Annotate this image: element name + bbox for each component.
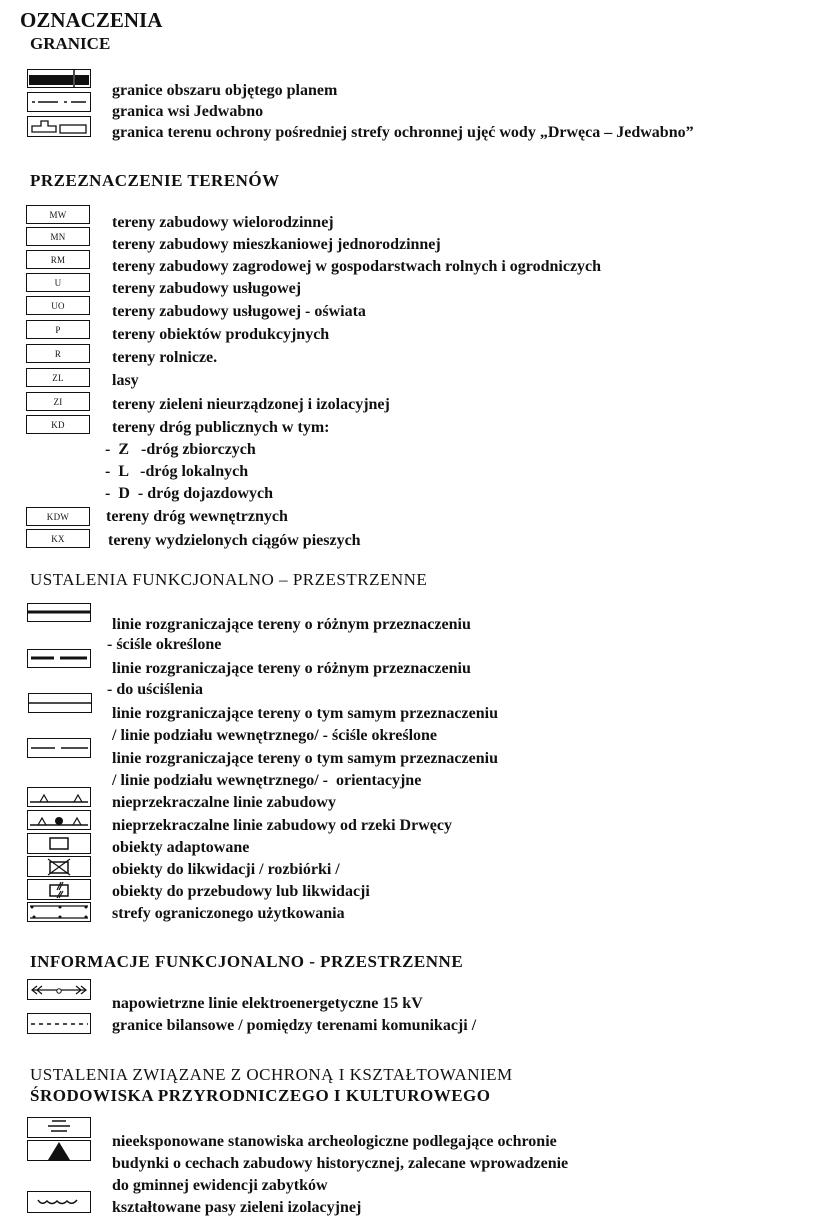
granice-item-3: granica terenu ochrony pośredniej strefy ochronnej ujęć wody „Drwęca – Jedwabno” xyxy=(112,124,694,141)
code-box-mn: MN xyxy=(26,227,90,246)
granice-item-2: granica wsi Jedwabno xyxy=(112,103,264,120)
balance-boundary-symbol xyxy=(27,1013,91,1034)
boundary-line-to-refine-symbol xyxy=(27,649,91,668)
land-use-label: tereny zabudowy usługowej - oświata xyxy=(112,303,366,320)
ustalenia-line: strefy ograniczonego użytkowania xyxy=(112,905,345,922)
ustalenia-line: linie rozgraniczające tereny o różnym przeznaczeniu xyxy=(112,616,471,633)
rebuild-object-symbol xyxy=(27,879,91,900)
ustalenia-line: linie rozgraniczające tereny o różnym przeznaczeniu xyxy=(112,660,471,677)
restricted-use-zone-symbol xyxy=(27,902,91,922)
land-use-label: tereny zabudowy zagrodowej w gospodarstwach rolnych i ogrodniczych xyxy=(112,258,602,275)
code-box-kx: KX xyxy=(26,529,90,548)
code-box-kd: KD xyxy=(26,415,90,434)
code-box-mw: MW xyxy=(26,205,90,224)
demolition-object-symbol xyxy=(27,856,91,877)
building-line-river-symbol xyxy=(27,810,91,830)
archaeological-site-symbol xyxy=(27,1117,91,1138)
plan-boundary-symbol xyxy=(27,69,91,88)
ochrona-line: budynki o cechach zabudowy historycznej, zalecane wprowadzenie xyxy=(112,1155,569,1172)
code-box-zl: ZL xyxy=(26,368,90,387)
ochrona-line: do gminnej ewidencji zabytków xyxy=(112,1177,328,1194)
ustalenia-line: obiekty adaptowane xyxy=(112,839,250,856)
green-buffer-strip-symbol xyxy=(27,1191,91,1213)
land-use-label: lasy xyxy=(112,372,139,389)
section-heading-ochrona-line1: USTALENIA ZWIĄZANE Z OCHRONĄ I KSZTAŁTOWANIEM xyxy=(30,1065,513,1084)
ustalenia-line: linie rozgraniczające tereny o tym samym przeznaczeniu xyxy=(112,705,498,722)
land-use-label: tereny rolnicze. xyxy=(112,349,218,366)
code-box-r: R xyxy=(26,344,90,363)
ustalenia-line: / linie podziału wewnętrznego/ - orientacyjne xyxy=(112,772,422,789)
road-subtype-d: - D - dróg dojazdowych xyxy=(105,485,273,502)
building-line-symbol xyxy=(27,787,91,807)
road-subtype-z: - Z -dróg zbiorczych xyxy=(105,441,256,458)
legend-title: OZNACZENIA xyxy=(20,8,163,32)
land-use-label: tereny dróg publicznych w tym: xyxy=(112,419,330,436)
land-use-label: tereny wydzielonych ciągów pieszych xyxy=(108,532,361,549)
boundary-line-precise-symbol xyxy=(27,603,91,622)
ochrona-line: nieeksponowane stanowiska archeologiczne podlegające ochronie xyxy=(112,1133,557,1150)
land-use-label: tereny zabudowy wielorodzinnej xyxy=(112,214,334,231)
ustalenia-line: - do uściślenia xyxy=(107,681,204,698)
ustalenia-line: / linie podziału wewnętrznego/ - ściśle określone xyxy=(112,727,438,744)
code-box-p: P xyxy=(26,320,90,339)
code-box-u: U xyxy=(26,273,90,292)
road-subtype-l: - L -dróg lokalnych xyxy=(105,463,249,480)
code-box-rm: RM xyxy=(26,250,90,269)
ochrona-line: kształtowane pasy zieleni izolacyjnej xyxy=(112,1199,362,1216)
ustalenia-line: nieprzekraczalne linie zabudowy xyxy=(112,794,336,811)
code-box-kdw: KDW xyxy=(26,507,90,526)
informacje-line: granice bilansowe / pomiędzy terenami komunikacji / xyxy=(112,1017,477,1034)
internal-division-approx-symbol xyxy=(27,738,91,758)
land-use-label: tereny zieleni nieurządzonej i izolacyjnej xyxy=(112,396,390,413)
section-heading-informacje: INFORMACJE FUNKCJONALNO - PRZESTRZENNE xyxy=(30,952,464,971)
village-boundary-symbol xyxy=(27,92,91,112)
ustalenia-line: - ściśle określone xyxy=(107,636,222,653)
historic-building-symbol xyxy=(27,1140,91,1161)
ustalenia-line: obiekty do likwidacji / rozbiórki / xyxy=(112,861,340,878)
land-use-label: tereny obiektów produkcyjnych xyxy=(112,326,330,343)
section-heading-ochrona-line2: ŚRODOWISKA PRZYRODNICZEGO I KULTUROWEGO xyxy=(30,1086,491,1105)
section-heading-przeznaczenie: PRZEZNACZENIE TERENÓW xyxy=(30,171,280,190)
power-line-symbol xyxy=(27,979,91,1000)
ustalenia-line: linie rozgraniczające tereny o tym samym przeznaczeniu xyxy=(112,750,498,767)
land-use-label: tereny dróg wewnętrznych xyxy=(106,508,288,525)
internal-division-precise-symbol xyxy=(28,693,92,713)
code-box-zi: ZI xyxy=(26,392,90,411)
ustalenia-line: obiekty do przebudowy lub likwidacji xyxy=(112,883,370,900)
adapted-object-symbol xyxy=(27,833,91,854)
section-heading-granice: GRANICE xyxy=(30,34,111,53)
water-protection-boundary-symbol xyxy=(27,116,91,137)
ustalenia-line: nieprzekraczalne linie zabudowy od rzeki Drwęcy xyxy=(112,817,452,834)
granice-item-1: granice obszaru objętego planem xyxy=(112,82,338,99)
code-box-uo: UO xyxy=(26,296,90,315)
section-heading-ustalenia: USTALENIA FUNKCJONALNO – PRZESTRZENNE xyxy=(30,570,428,589)
land-use-label: tereny zabudowy usługowej xyxy=(112,280,302,297)
informacje-line: napowietrzne linie elektroenergetyczne 15 kV xyxy=(112,995,423,1012)
land-use-label: tereny zabudowy mieszkaniowej jednorodzinnej xyxy=(112,236,441,253)
